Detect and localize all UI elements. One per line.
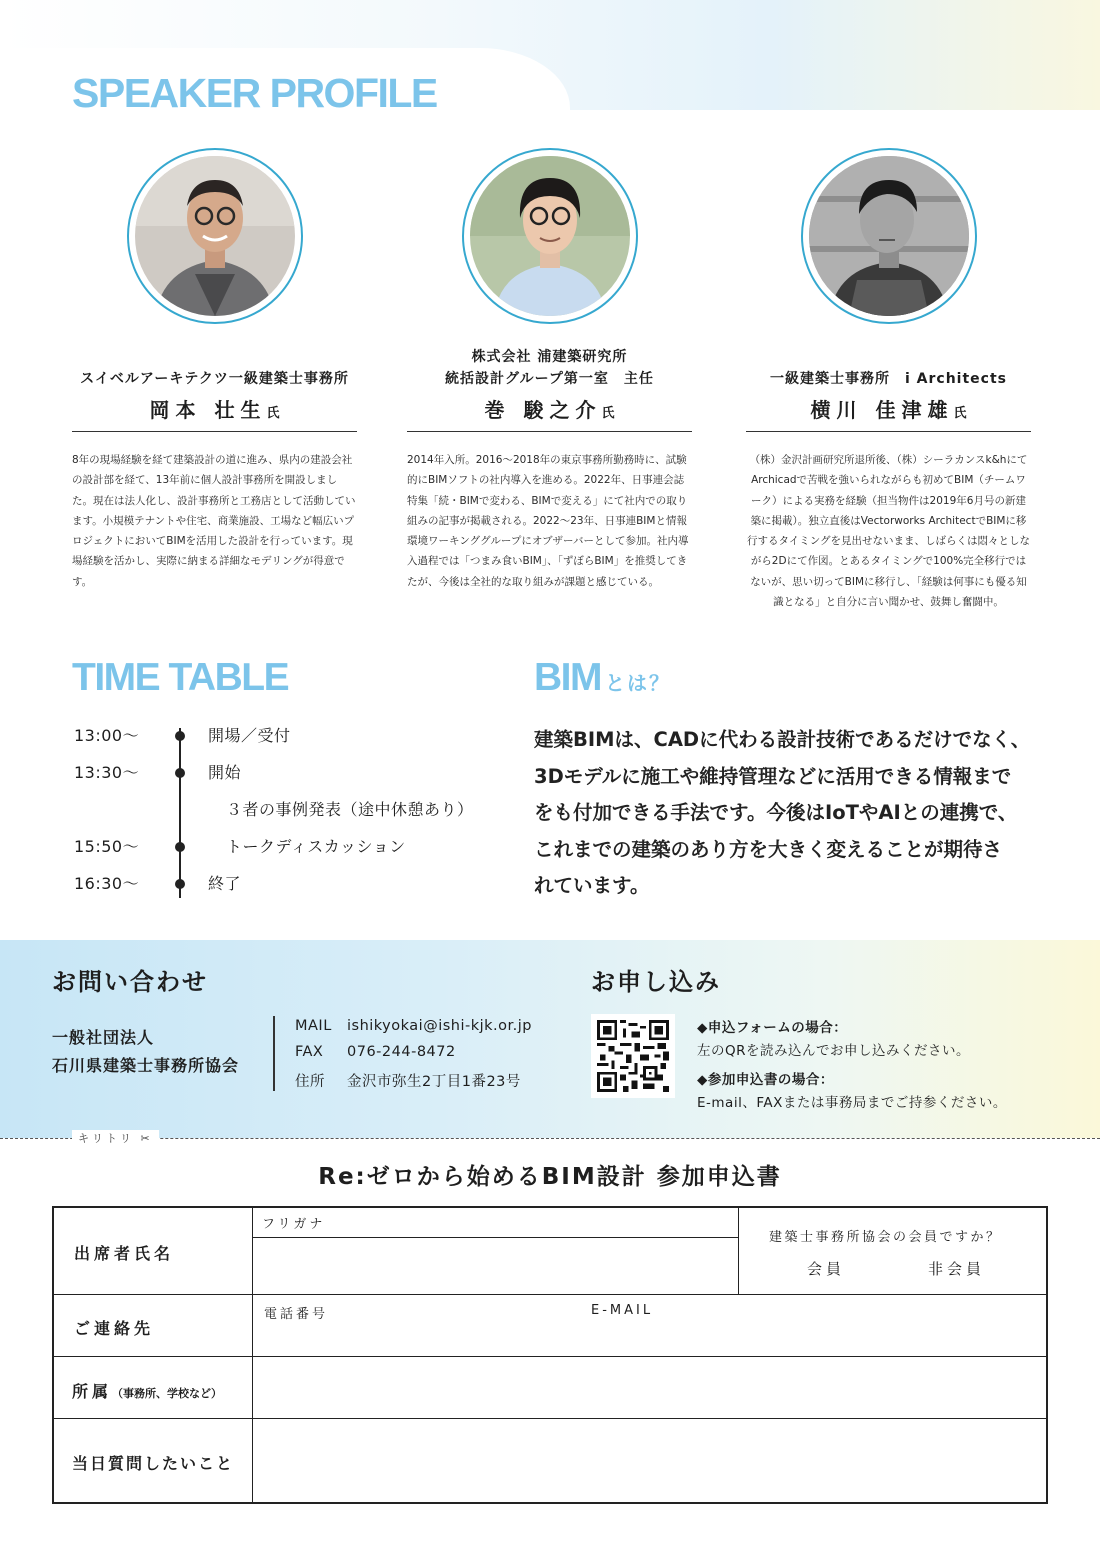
speaker-photo [809, 156, 969, 316]
question-label: 当日質問したいこと [72, 1454, 235, 1473]
email-label: E-MAIL [591, 1303, 654, 1318]
qr-code-icon[interactable] [591, 1014, 675, 1098]
speaker-name: 横川 佳津雄氏 [746, 394, 1031, 432]
photo-frame [127, 148, 303, 324]
form-title: Re:ゼロから始めるBIM設計 参加申込書 [318, 1164, 782, 1190]
affiliation-label: 所属（事務所、学校など） [72, 1382, 223, 1401]
application-form [52, 1206, 1048, 1504]
furigana-input[interactable] [254, 1210, 736, 1236]
speaker-card-maki [407, 148, 692, 592]
speaker-bio: 8年の現場経験を経て建築設計の道に進み、県内の建設会社の設計部を経て、13年前に個人設計事務所を開設しました。現在は法人化し、設計事務所と工務店として活動しています。小規模テナントや住宅、商業施設、工場など幅広いプロジェクトにおいてBIMを活用した設計を行っています。現場経験を活かし、実際に納まる詳細なモデリングが得意です。 [72, 454, 356, 588]
speaker-photo [135, 156, 295, 316]
bim-title: BIM とは？ [534, 656, 671, 699]
timetable-label: 開場／受付 [208, 726, 291, 745]
furigana-divider [252, 1237, 738, 1238]
phone-input[interactable] [254, 1296, 588, 1354]
contact-label: ご連絡先 [74, 1319, 155, 1338]
timetable-label: ３者の事例発表（途中休憩あり） [226, 800, 474, 819]
timetable-time: 15:50〜 [74, 837, 140, 856]
bim-description: 建築BIMは、CADに代わる設計技術であるだけでなく、 3Dモデルに施工や維持管理などに活用できる情報まで をも付加できる手法です。今後はIoTやAIとの連携で、 これまでの建築のあり方を大きく変えることが期待さ れています。 [534, 728, 1031, 897]
timeline-dot [175, 879, 185, 889]
timeline-dot [175, 842, 185, 852]
phone-label: 電話番号 [264, 1307, 329, 1322]
affiliation-note: （事務所、学校など） [112, 1387, 223, 1400]
timeline-dot [175, 768, 185, 778]
contact-heading: お問い合わせ [52, 968, 208, 996]
question-input[interactable] [254, 1420, 1044, 1500]
apply-form-title: ◆申込フォームの場合： [697, 1020, 848, 1036]
timeline-dot [175, 731, 185, 741]
column-divider [252, 1208, 253, 1502]
speaker-card-okamoto [72, 148, 357, 592]
non-member-option[interactable]: 非会員 [928, 1260, 986, 1278]
timetable-label: 終了 [208, 874, 242, 893]
contact-fax: FAX 076-244-8472 [295, 1044, 456, 1060]
speaker-bio: （株）金沢計画研究所退所後、（株）シーラカンスk&hにてArchicadで苦戦を強いられながらも初めてBIM（チームワーク）による実務を経験（担当物件は2019年6月号の新建築に掲載）。独立直後はVectorworks ArchitectでBIMに移行するタイミングを見出せないまま、しばらくは悶々としながら2Dにて作図。とあるタイミングで100%完全移行ではないが、思い切ってBIMに移行し、「経験は何事にも優る知識となる」と自分に言い聞かせ、鼓舞し奮闘中。 [746, 454, 1031, 609]
cut-label: キリトリ ✂ [72, 1130, 159, 1146]
apply-paper-text: E-mail、FAXまたは事務局までご持参ください。 [697, 1095, 1007, 1111]
apply-heading: お申し込み [591, 968, 721, 996]
timeline-line [179, 728, 181, 898]
attendee-name-label: 出席者氏名 [74, 1244, 175, 1263]
email-input[interactable] [588, 1296, 1044, 1354]
affiliation-input[interactable] [254, 1358, 1044, 1416]
row-divider [54, 1356, 1046, 1357]
speaker-photo [470, 156, 630, 316]
apply-paper-title: ◆参加申込書の場合： [697, 1072, 834, 1088]
row-divider [54, 1418, 1046, 1419]
row-divider [54, 1294, 1046, 1295]
contact-address: 住所 金沢市弥生2丁目1番23号 [295, 1074, 521, 1090]
speaker-affiliation: 一級建築士事務所 i Architects [770, 371, 1007, 387]
speaker-affiliation: スイベルアーキテクツ一級建築士事務所 [80, 371, 349, 387]
speaker-bio: 2014年入所。2016〜2018年の東京事務所勤務時に、試験的にBIMソフトの社内導入を進める。2022年、日事連会誌特集「続・BIMで変わる、BIMで変える」にて社内での取り組みの記事が掲載される。2022〜23年、日事連BIMと情報環境ワーキンググループにオブザーバーとして参加。社内導入過程では「つまみ食いBIM」、「ずぼらBIM」を推奨してきたが、今後は全社的な取り組みが課題と感じている。 [407, 454, 689, 588]
timetable-label: 開始 [208, 763, 242, 782]
apply-form-text: 左のQRを読み込んでお申し込みください。 [697, 1043, 971, 1059]
speaker-position: 統括設計グループ第一室 主任 [445, 371, 654, 387]
timetable-label: トークディスカッション [226, 837, 406, 856]
photo-frame [801, 148, 977, 324]
timetable-time: 13:00〜 [74, 726, 140, 745]
contact-mail[interactable]: MAIL ishikyokai@ishi-kjk.or.jp [295, 1018, 532, 1034]
speaker-name: 岡本 壮生氏 [72, 394, 357, 432]
timetable-title: TIME TABLE [72, 656, 289, 699]
speaker-card-yokokawa [746, 148, 1031, 612]
speaker-profile-title: SPEAKER PROFILE [72, 70, 437, 116]
attendee-name-input[interactable] [254, 1239, 736, 1292]
member-option[interactable]: 会員 [807, 1260, 846, 1278]
organization-name: 一般社団法人 石川県建築士事務所協会 [52, 1028, 240, 1075]
speaker-name: 巻 駿之介氏 [407, 394, 692, 432]
member-box-divider [738, 1208, 739, 1294]
speaker-affiliation: 株式会社 浦建築研究所 [471, 349, 628, 365]
photo-frame [462, 148, 638, 324]
timetable-time: 13:30〜 [74, 763, 140, 782]
furigana-label: フリガナ [262, 1217, 326, 1232]
timetable-time: 16:30〜 [74, 874, 140, 893]
divider [273, 1016, 275, 1091]
member-question: 建築士事務所協会の会員ですか？ [769, 1230, 1002, 1245]
cut-line [0, 1138, 1100, 1139]
